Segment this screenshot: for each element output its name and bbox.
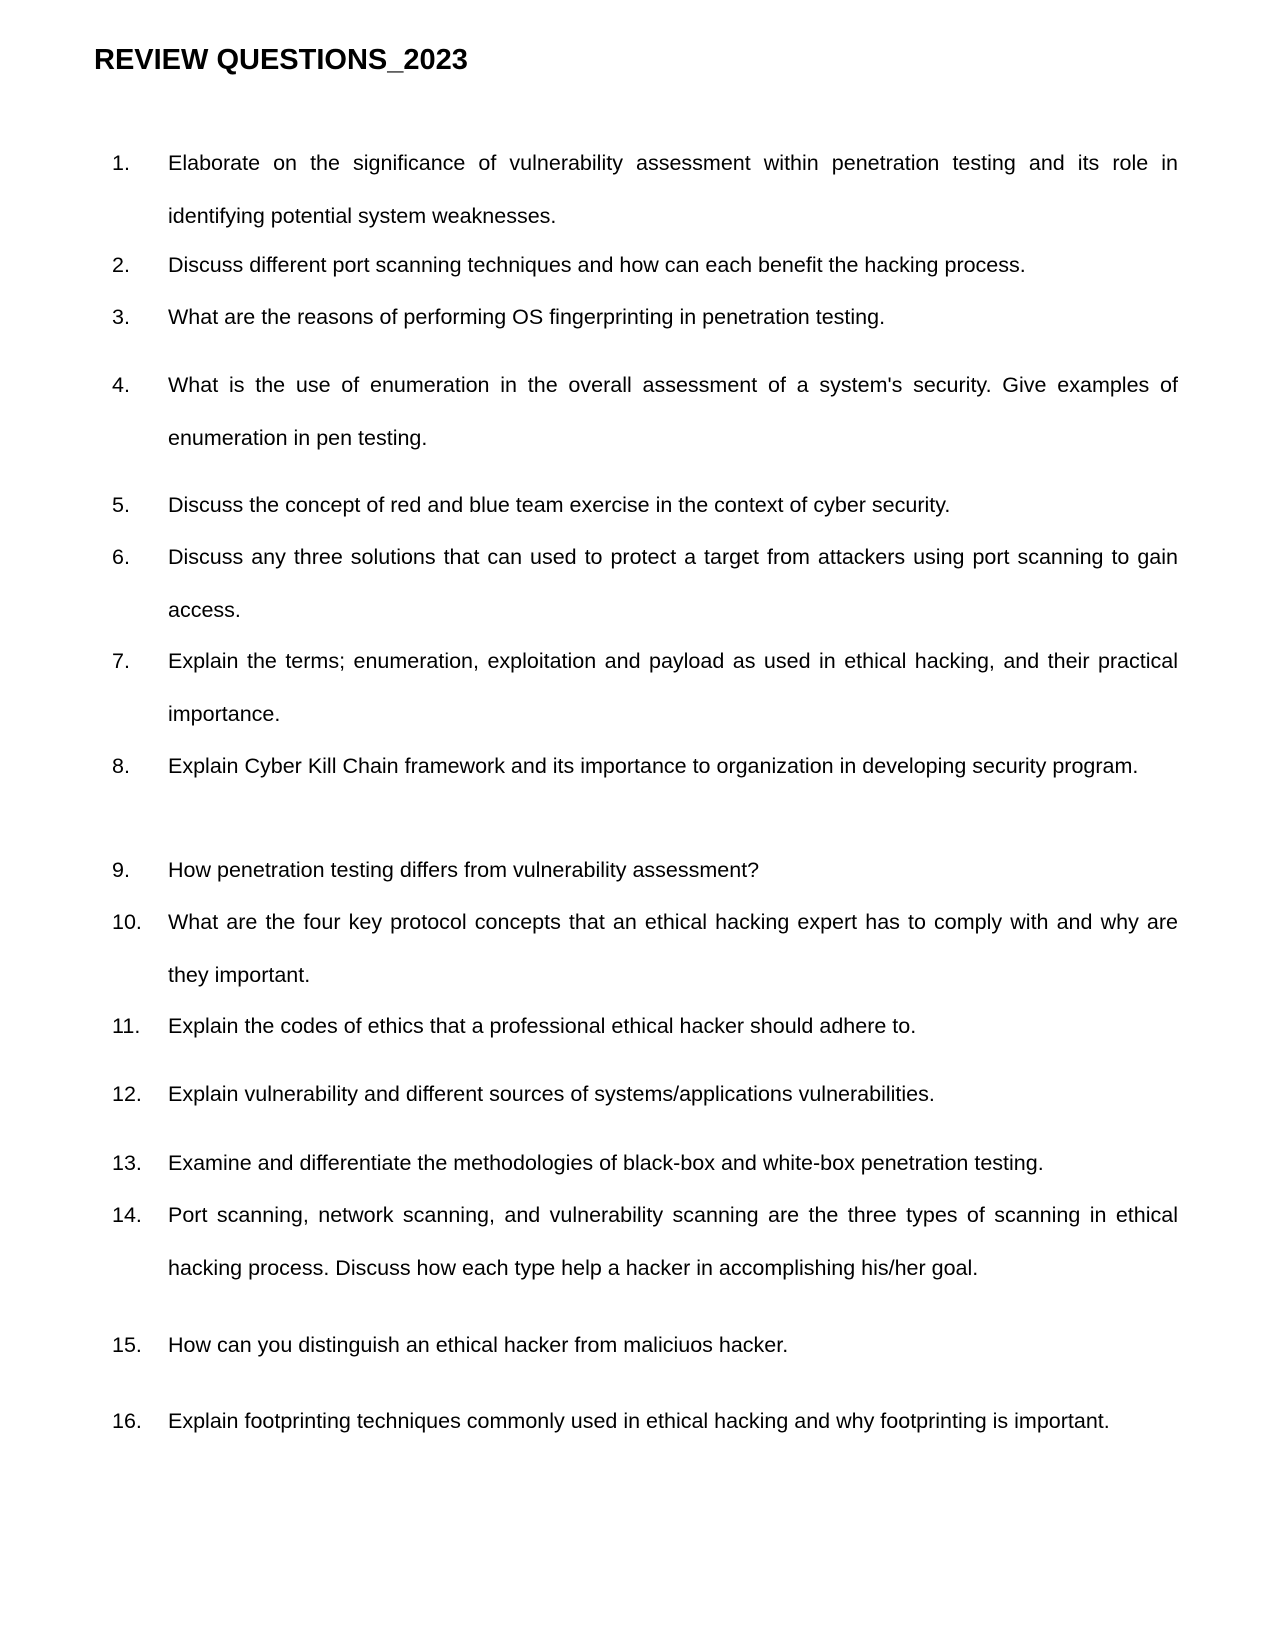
question-text: Explain the codes of ethics that a professional ethical hacker should adhere to. — [168, 1014, 917, 1038]
question-text: How can you distinguish an ethical hacker from maliciuos hacker. — [168, 1333, 789, 1357]
question-number: 16. — [112, 1409, 142, 1433]
question-number: 10. — [112, 910, 142, 934]
question-number: 9. — [112, 858, 130, 882]
question-text: Explain the terms; enumeration, exploitation and payload as used in ethical hacking, and their practical importance. — [168, 649, 1178, 726]
question-text: Explain footprinting techniques commonly used in ethical hacking and why footprinting is important. — [168, 1409, 1110, 1433]
question-text: What are the four key protocol concepts that an ethical hacking expert has to comply with and why are they important. — [168, 910, 1178, 987]
page-title: REVIEW QUESTIONS_2023 — [94, 44, 468, 76]
question-text: Port scanning, network scanning, and vulnerability scanning are the three types of scanning in ethical hacking process. Discuss how each type help a hacker in accomplishing his/her goal. — [168, 1203, 1178, 1280]
question-number: 14. — [112, 1203, 142, 1227]
question-text: Examine and differentiate the methodologies of black-box and white-box penetration testing. — [168, 1151, 1044, 1175]
question-text: Explain Cyber Kill Chain framework and its importance to organization in developing security program. — [168, 754, 1139, 778]
question-number: 13. — [112, 1151, 142, 1175]
question-number: 12. — [112, 1082, 142, 1106]
question-number: 6. — [112, 545, 130, 569]
question-number: 11. — [112, 1014, 141, 1038]
question-number: 4. — [112, 373, 130, 397]
question-text: How penetration testing differs from vulnerability assessment? — [168, 858, 760, 882]
question-number: 3. — [112, 305, 130, 329]
question-number: 15. — [112, 1333, 142, 1357]
question-text: Discuss different port scanning techniques and how can each benefit the hacking process. — [168, 253, 1026, 277]
question-number: 1. — [112, 151, 130, 175]
question-number: 7. — [112, 649, 130, 673]
question-text: Discuss any three solutions that can used to protect a target from attackers using port scanning to gain access. — [168, 545, 1178, 622]
question-number: 8. — [112, 754, 130, 778]
question-number: 5. — [112, 493, 130, 517]
question-text: Explain vulnerability and different sources of systems/applications vulnerabilities. — [168, 1082, 935, 1106]
question-text: Elaborate on the significance of vulnerability assessment within penetration testing and its role in identifying potential system weaknesses. — [168, 151, 1178, 228]
question-text: What is the use of enumeration in the overall assessment of a system's security. Give examples of enumeration in pen testing. — [168, 373, 1178, 450]
question-text: Discuss the concept of red and blue team exercise in the context of cyber security. — [168, 493, 951, 517]
question-number: 2. — [112, 253, 130, 277]
question-text: What are the reasons of performing OS fingerprinting in penetration testing. — [168, 305, 886, 329]
